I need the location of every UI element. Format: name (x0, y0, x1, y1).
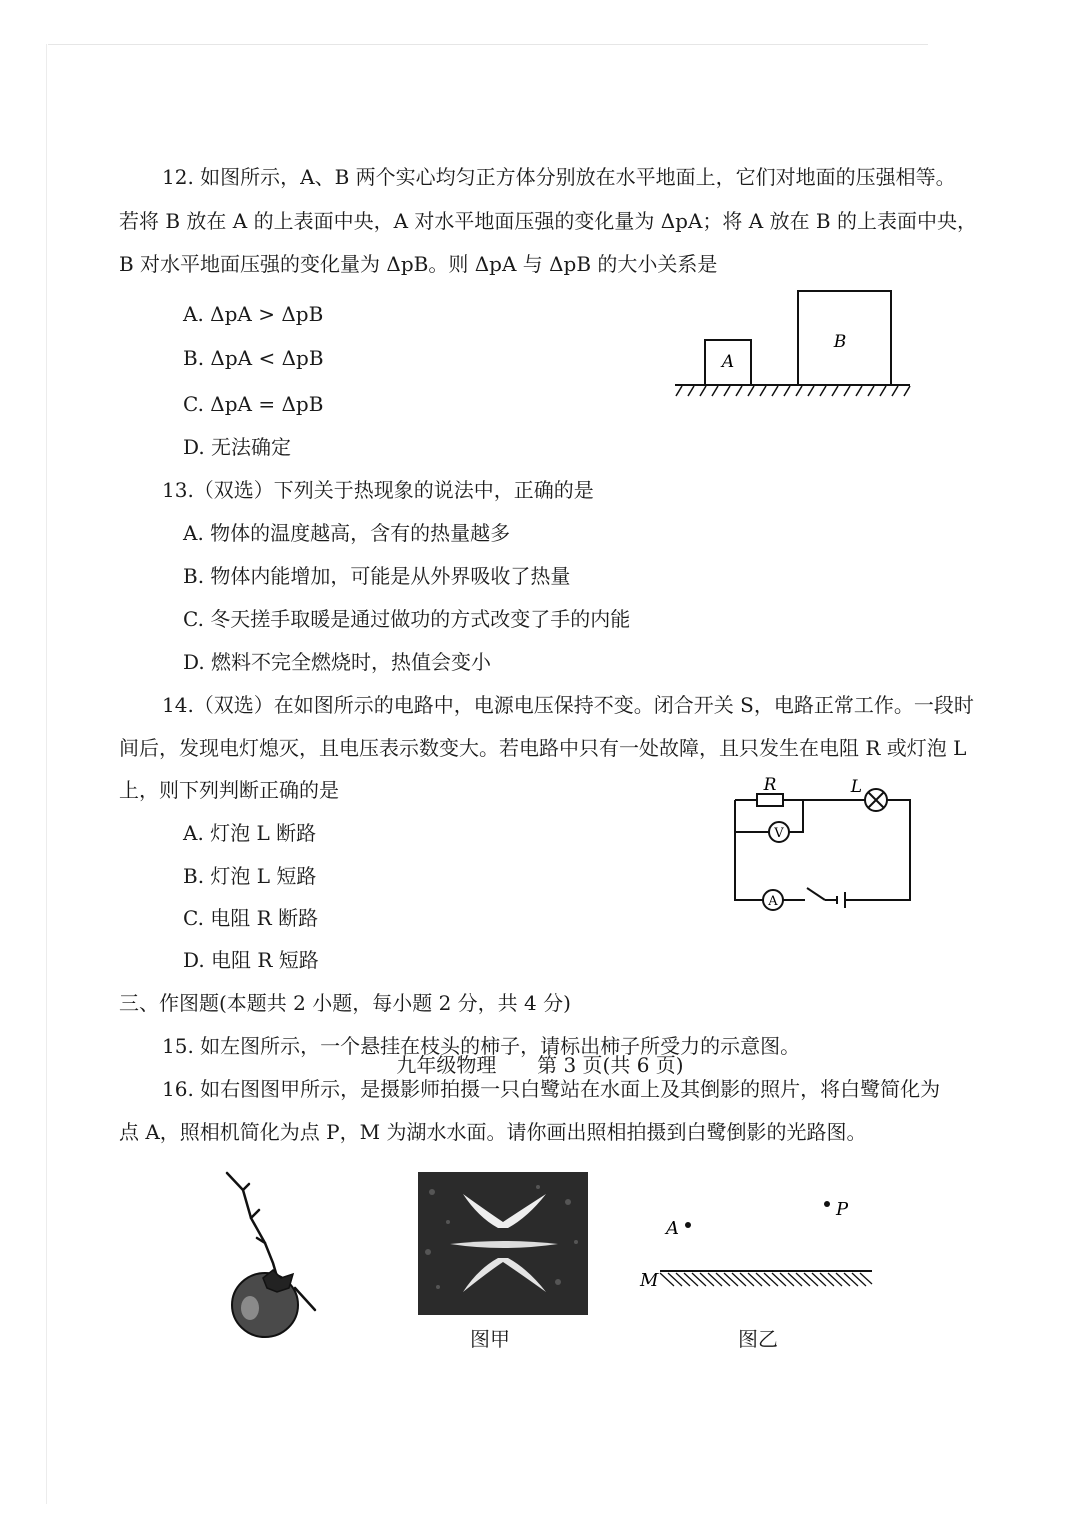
q14-option-b: B. 灯泡 L 短路 (183, 864, 317, 888)
section-3-heading: 三、作图题(本题共 2 小题，每小题 2 分，共 4 分) (119, 991, 571, 1015)
q12-option-d: D. 无法确定 (183, 435, 292, 459)
q14-line-1: 14.（双选）在如图所示的电路中，电源电压保持不变。闭合开关 S，电路正常工作。一段时 (162, 693, 974, 717)
voltmeter-label: V (774, 826, 784, 841)
egret-photo (418, 1172, 588, 1315)
reflection-figure (630, 1188, 890, 1298)
twig-1 (243, 1184, 249, 1190)
point-p (824, 1201, 830, 1207)
point-p-label: P (836, 1199, 849, 1220)
ammeter-label: A (768, 894, 778, 909)
q14-option-d: D. 电阻 R 短路 (183, 948, 319, 972)
switch-symbol (807, 888, 825, 900)
q12-option-b: B. ΔpA < ΔpB (183, 346, 324, 370)
q12-line-2: 若将 B 放在 A 的上表面中央，A 对水平地面压强的变化量为 ΔpA；将 A 放在 B 的上表面中央， (119, 209, 977, 233)
q14-circuit-diagram (725, 772, 920, 912)
footer-subject: 九年级物理 (396, 1053, 497, 1077)
resistor-label: R (763, 775, 777, 795)
q13-option-c: C. 冬天搓手取暖是通过做功的方式改变了手的内能 (183, 607, 631, 631)
q13-option-d: D. 燃料不完全燃烧时，热值会变小 (183, 650, 492, 674)
voltmeter-wire (735, 800, 803, 832)
ground-hatching (676, 386, 910, 396)
block-b-label: B (833, 332, 847, 352)
twig-2 (251, 1210, 259, 1218)
page-footer (0, 1049, 1080, 1078)
q15-stem: 15. 如左图所示，一个悬挂在枝头的柿子，请标出柿子所受力的示意图。 (162, 1034, 801, 1058)
page-edge-left (46, 44, 47, 1504)
block-a-label: A (721, 352, 735, 372)
q13-stem: 13.（双选）下列关于热现象的说法中，正确的是 (162, 478, 594, 502)
surface-m-label: M (640, 1270, 659, 1291)
circuit-left-wire (735, 800, 763, 900)
persimmon-highlight (241, 1296, 259, 1320)
water-surface-hatching (660, 1273, 872, 1286)
branch (227, 1173, 278, 1280)
lamp-cross (868, 792, 884, 808)
q12-option-a: A. ΔpA > ΔpB (183, 302, 324, 326)
circuit-right-wire (845, 800, 910, 900)
q16-line-2: 点 A，照相机简化为点 P，M 为湖水水面。请你画出照相拍摄到白鹭倒影的光路图。 (119, 1120, 867, 1144)
point-a (685, 1222, 691, 1228)
q13-option-a: A. 物体的温度越高，含有的热量越多 (183, 521, 511, 545)
persimmon-figure (215, 1168, 335, 1353)
lamp-label: L (850, 777, 862, 797)
battery-symbol (837, 892, 845, 908)
q14-option-c: C. 电阻 R 断路 (183, 906, 319, 930)
figure-a-caption: 图甲 (470, 1327, 510, 1351)
q13-option-b: B. 物体内能增加，可能是从外界吸收了热量 (183, 564, 571, 588)
resistor-symbol (757, 794, 783, 806)
q14-option-a: A. 灯泡 L 断路 (183, 821, 317, 845)
q14-line-2: 间后，发现电灯熄灭，且电压表示数变大。若电路中只有一处故障，且只发生在电阻 R 或灯泡 L (119, 736, 967, 760)
q12-blocks-figure (670, 285, 920, 405)
q12-option-c: C. ΔpA = ΔpB (183, 392, 324, 416)
q14-line-3: 上，则下列判断正确的是 (119, 778, 339, 802)
footer-page-number: 第 3 页(共 6 页) (537, 1053, 684, 1077)
point-a-label: A (666, 1218, 679, 1239)
page-edge-top (48, 44, 928, 45)
q12-line-1: 12. 如图所示，A、B 两个实心均匀正方体分别放在水平地面上，它们对地面的压强相等。 (162, 165, 956, 189)
q12-line-3: B 对水平地面压强的变化量为 ΔpB。则 ΔpA 与 ΔpB 的大小关系是 (119, 252, 718, 276)
q16-line-1: 16. 如右图图甲所示，是摄影师拍摄一只白鹭站在水面上及其倒影的照片，将白鹭简化为 (162, 1077, 941, 1101)
figure-b-caption: 图乙 (738, 1327, 778, 1351)
